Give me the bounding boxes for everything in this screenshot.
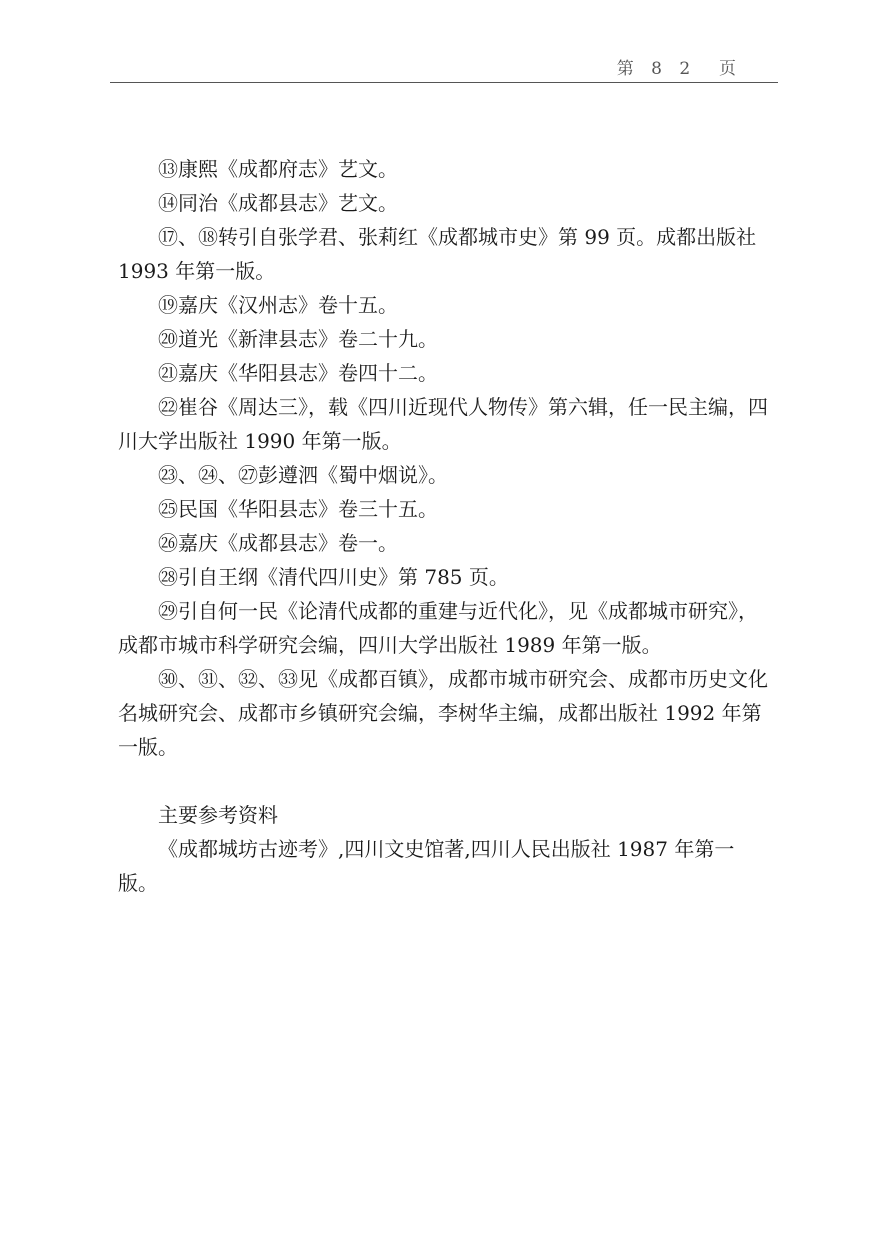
note-13: ⑬康熙《成都府志》艺文。 bbox=[158, 157, 398, 181]
references-heading: 主要参考资料 bbox=[158, 803, 278, 827]
reference-item: 《成都城坊古迹考》,四川文史馆著,四川人民出版社 1987 年第一版。 bbox=[118, 837, 735, 895]
references-section bbox=[118, 798, 774, 900]
note-17-18: ⑰、⑱转引自张学君、张莉红《成都城市史》第 99 页。成都出版社 1993 年第一版。 bbox=[118, 225, 757, 283]
page-number: 第 8 2 页 bbox=[616, 59, 742, 79]
note-25: ㉕民国《华阳县志》卷三十五。 bbox=[158, 497, 438, 521]
note-23-24-27: ㉓、㉔、㉗彭遵泗《蜀中烟说》。 bbox=[158, 463, 448, 487]
note-26: ㉖嘉庆《成都县志》卷一。 bbox=[158, 531, 398, 555]
notes-list bbox=[118, 152, 774, 764]
page-header bbox=[110, 40, 778, 83]
note-21: ㉑嘉庆《华阳县志》卷四十二。 bbox=[158, 361, 438, 385]
note-19: ⑲嘉庆《汉州志》卷十五。 bbox=[158, 293, 398, 317]
note-30-33: ㉚、㉛、㉜、㉝见《成都百镇》，成都市城市研究会、成都市历史文化名城研究会、成都市乡镇研究会编，李树华主编，成都出版社 1992 年第一版。 bbox=[118, 667, 768, 759]
note-14: ⑭同治《成都县志》艺文。 bbox=[158, 191, 398, 215]
page-content bbox=[118, 152, 774, 900]
note-20: ⑳道光《新津县志》卷二十九。 bbox=[158, 327, 438, 351]
note-28: ㉘引自王纲《清代四川史》第 785 页。 bbox=[158, 565, 509, 589]
note-22: ㉒崔谷《周达三》，载《四川近现代人物传》第六辑，任一民主编，四川大学出版社 1990 年第一版。 bbox=[118, 395, 768, 453]
note-29: ㉙引自何一民《论清代成都的重建与近代化》，见《成都城市研究》，成都市城市科学研究会编，四川大学出版社 1989 年第一版。 bbox=[118, 599, 758, 657]
